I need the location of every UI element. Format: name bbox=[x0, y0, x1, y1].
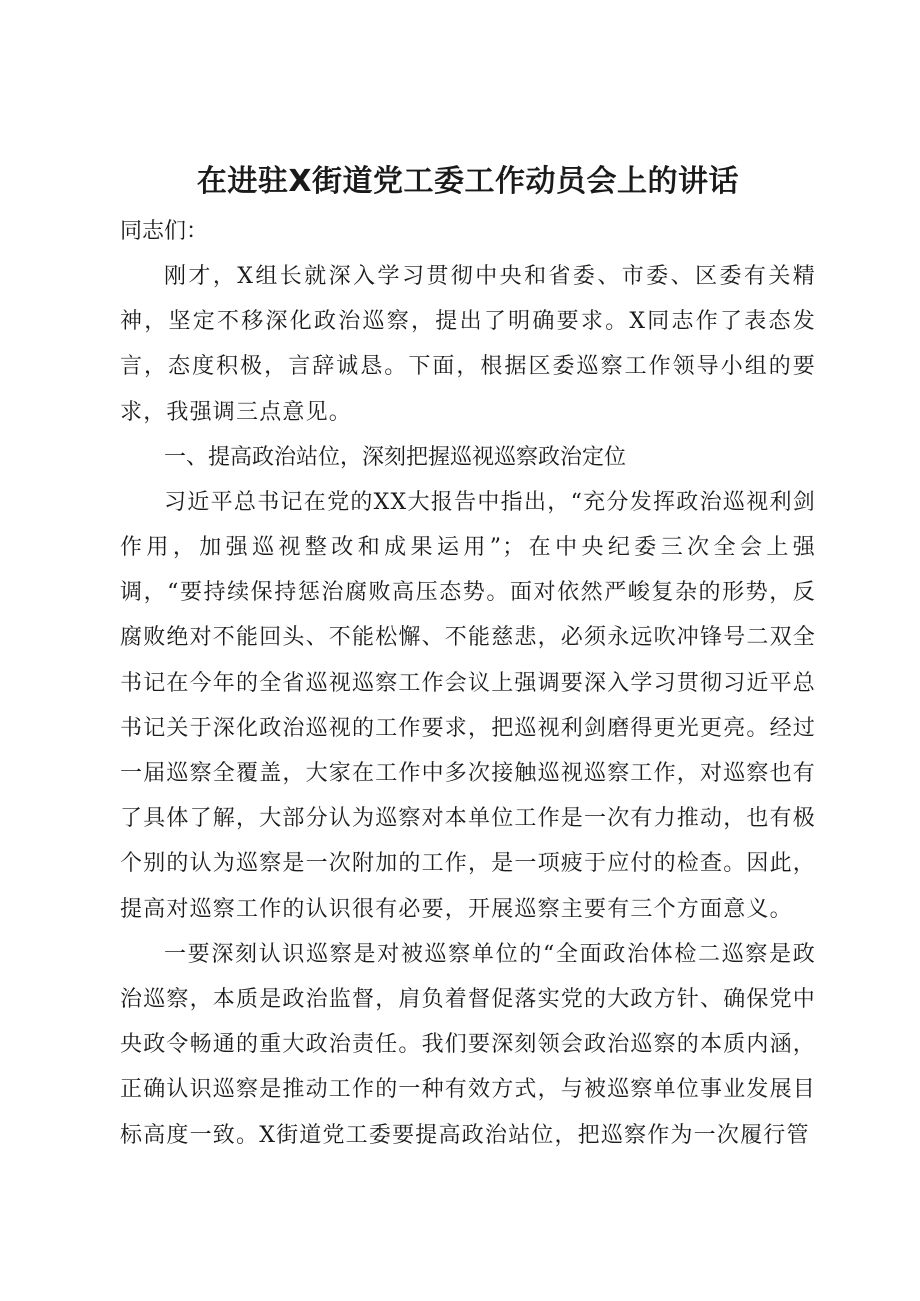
document-page bbox=[120, 162, 816, 1158]
paragraph-intro: 刚才，X组长就深入学习贯彻中央和省委、市委、区委有关精神，坚定不移深化政治巡察，提出了明确要求。X同志作了表态发言，态度积极，言辞诚恳。下面，根据区委巡察工作领导小组的要求，我强调三点意见。 bbox=[120, 264, 816, 425]
paragraph-body-1: 习近平总书记在党的XX大报告中指出，“充分发挥政治巡视利剑作用，加强巡视整改和成果运用”；在中央纪委三次全会上强调，“要持续保持惩治腐败高压态势。面对依然严峻复杂的形势，反腐败绝对不能回头、不能松懈、不能慈悲，必须永远吹冲锋号二双全书记在今年的全省巡视巡察工作会议上强调要深入学习贯彻习近平总书记关于深化政治巡视的工作要求，把巡视利剑磨得更光更亮。经过一届巡察全覆盖，大家在工作中多次接触巡视巡察工作，对巡察也有了具体了解，大部分认为巡察对本单位工作是一次有力推动，也有极个别的认为巡察是一次附加的工作，是一项疲于应付的检查。因此，提高对巡察工作的认识很有必要，开展巡察主要有三个方面意义。 bbox=[120, 489, 817, 922]
document-title: 在进驻X街道党工委工作动员会上的讲话 bbox=[196, 164, 740, 199]
section-heading-1: 一、提高政治站位，深刻把握巡视巡察政治定位 bbox=[164, 444, 627, 470]
paragraph-body-2: 一要深刻认识巡察是对被巡察单位的“全面政治体检二巡察是政治巡察，本质是政治监督，肩负着督促落实党的大政方针、确保党中央政令畅通的重大政治责任。我们要深刻领会政治巡察的本质内涵，正确认识巡察是推动工作的一种有效方式，与被巡察单位事业发展目标高度一致。X街道党工委要提高政治站位，把巡察作为一次履行管 bbox=[120, 941, 817, 1148]
salutation: 同志们： bbox=[120, 219, 209, 244]
